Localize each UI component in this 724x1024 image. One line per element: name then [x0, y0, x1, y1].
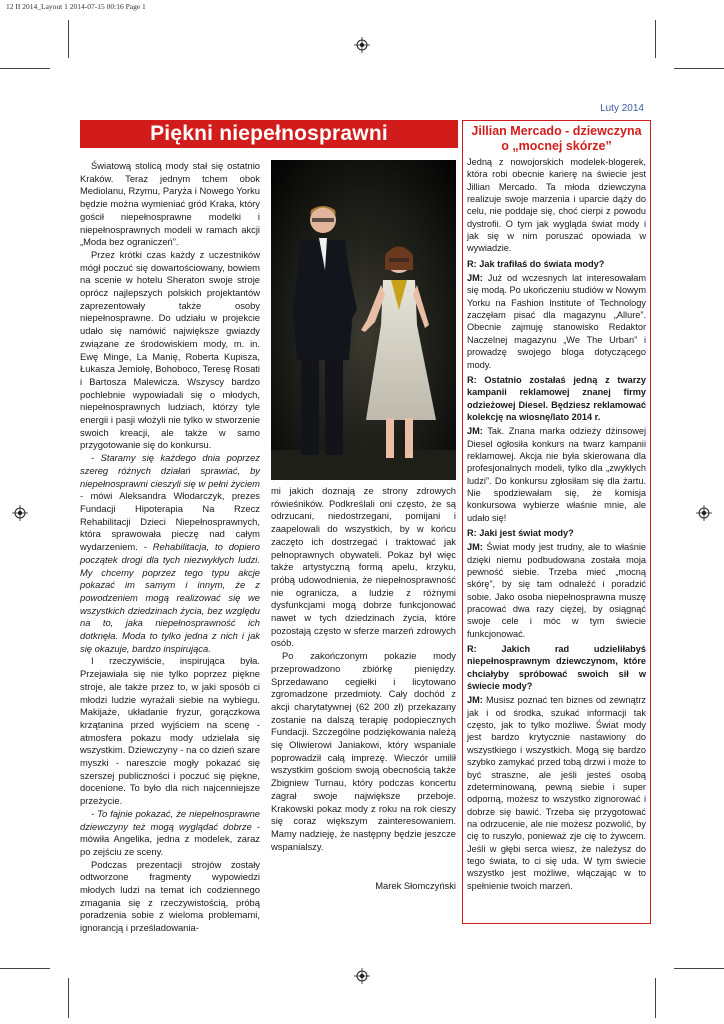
interview-question: R: Jak trafiłaś do świata mody? — [467, 258, 605, 269]
registration-mark-icon — [12, 505, 28, 521]
article-title-banner — [80, 120, 458, 148]
paragraph: Przez krótki czas każdy z uczestników mógł poczuć się dowartościowany, bowiem na scenie w hotelu Sheraton swoje stroje oprócz najlepszych polskich projektantów zaprezentowały także osoby niepełnosprawne. Do udziału w projekcie udało się namówić największe gwiazdy związane ze środowiskiem mody, m. in. Ewę Minge, La Manię, Roberta Kupisza, Łukasza Jemiołę, Bohoboco, Teresę Rosati i Bartosza Malewicza. Wszyscy bardzo pochlebnie wypowiadali się o młodych, niepełnosprawnych ludziach, którzy tyle energii i pasji włożyli nie tylko w stworzenie swoich kreacji, ale także w samo przygotowanie się do konkursu. — [80, 248, 260, 451]
sidebar-body — [463, 156, 650, 892]
print-slug: 12 II 2014_Layout 1 2014-07-15 00:16 Page 1 — [6, 2, 146, 11]
crop-mark — [655, 20, 656, 58]
crop-mark — [68, 978, 69, 1018]
registration-mark-icon — [354, 968, 370, 984]
interview-answer: JM: Tak. Znana marka odzieży dżinsowej Diesel ogłosiła konkurs na twarz kampanii reklamowej. Akcja nie była skierowana dla profesjonalnych modeli, tylko dla „zwykłych ludzi”. Do konkursu zgłosiłam się dla żartu. Nie spodziewałam się, że komisja konkursowa wybierze właśnie mnie, ale udało się! — [467, 426, 646, 523]
runway-photo — [271, 160, 456, 480]
crop-mark — [674, 68, 724, 69]
paragraph: - To fajnie pokazać, że niepełnosprawne dziewczyny też mogą wyglądać dobrze - mówiła Angelika, jedna z modelek, zaraz po zejściu ze sceny. — [80, 807, 260, 857]
interview-question: R: Jaki jest świat mody? — [467, 527, 574, 538]
article-column-1 — [80, 160, 260, 935]
paragraph: I rzeczywiście, inspirująca była. Przejawiała się nie tylko poprzez piękne stroje, ale także przez to, w jaki sposób ci młodzi ludzie wyrażali siebie na wybiegu. Makijaże, układanie fryzur, gorączkowa krzątanina przed wyjściem na scenę - atmosfera pokazu mody udzielała się wszystkim. Dziewczyny - na co dzień szare myszki - nareszcie mogły pokazać się szerszej publiczności i poczuć się piękne, docenione. To było dla nich najcenniejsze przeżycie. — [80, 655, 260, 807]
crop-mark — [0, 68, 50, 69]
paragraph: Po zakończonym pokazie mody przeprowadzono zbiórkę pieniędzy. Sprzedawano cegiełki i licytowano zgromadzone przedmioty. Cały dochód z akcji charytatywnej (62 200 zł) przekazany zostanie na dalszą terapię podopiecznych Fundacji. Szczególne podziękowania należą się Oliwierowi Janiakowi, który wspaniale poprowadził całą imprezę. Wieczór umilił wszystkim gościom swoją obecnością także Zbigniew Turnau, który podczas koncertu zagrał swoje największe przeboje. Krakowski pokaz mody z roku na rok cieszy się coraz większym zainteresowaniem. Mamy nadzieję, że następny będzie jeszcze wspanialszy. — [271, 650, 456, 852]
article-column-2 — [271, 485, 456, 853]
paragraph: Podczas prezentacji strojów zostały odtworzone fragmenty wypowiedzi młodych ludzi na temat ich codziennego zmagania się z rzeczywistością, próbą poradzenia sobie z wieloma problemami, ignorancją i prześladowania- — [80, 858, 260, 934]
paragraph: - Staramy się każdego dnia poprzez szereg różnych działań sprawiać, by niepełnosprawni cieszyli się w pełni życiem - mówi Aleksandra Włodarczyk, prezes Fundacji Hipoterapia Na Rzecz Rehabilitacji Dzieci Niepełnosprawnych, która sprawowała pieczę nad całym wydarzeniem. - Rehabilitacja, to dopiero początek drogi dla tych niezwykłych ludzi. My chcemy poprzez tego typu akcje pokazać im samym i innym, że z powodzeniem mogą realizować się we wszystkich dziedzinach życia, bez względu na to, jaka niepełnosprawność ich dotknęła. Moda to tylko jedna z nich i jak się okazuje, bardzo inspirująca. — [80, 452, 260, 654]
crop-mark — [655, 978, 656, 1018]
sidebar-title: Jillian Mercado - dziewczyna o „mocnej skórze” — [471, 124, 642, 153]
article-title: Piękni niepełnosprawni — [150, 122, 388, 145]
registration-mark-icon — [696, 505, 712, 521]
registration-mark-icon — [354, 37, 370, 53]
issue-date: Luty 2014 — [600, 103, 644, 114]
interview-answer: JM: Musisz poznać ten biznes od zewnątrz jak i od środka, szukać informacji tak często, jak to tylko możliwe. Świat mody jest bardzo krytycznie nastawiony do wszystkiego i wszystkich. Mogą się bardzo szybko zamykać przed tobą drzwi i może to być straszne, ale jeśli jesteś osobą zdeterminowaną, pewną siebie i super odporną, możesz to wszystko zignorować i dobrze się bawić. Trzeba się przygotować na odrzucenie, ale nie możesz pozwolić, by cię to ruszyło, ponieważ zje cię to żywcem. Jeśli w głębi serca wiesz, że należysz do tego świata, to ci się uda. W tym świecie wszystko jest możliwe, włączając w to spełnienie twoich marzeń. — [467, 695, 646, 891]
crop-mark — [68, 20, 69, 58]
crop-mark — [0, 968, 50, 969]
paragraph: Światową stolicą mody stał się ostatnio Kraków. Teraz jednym tchem obok Mediolanu, Rzymu, Paryża i Nowego Yorku będzie można wymieniać gród Kraka, który gościł niepełnosprawne modelki i niepełnosprawnych modeli w ramach akcji „Moda bez ograniczeń”. — [80, 160, 260, 248]
crop-mark — [674, 968, 724, 969]
paragraph: mi jakich doznają ze strony zdrowych rówieśników. Podkreślali oni często, że są odrzucani, niedostrzegani, pomijani i zaapelowali do wszystkich, by w końcu zaczęto ich dostrzegać i traktować jak pełnoprawnych obywateli. Pokaz był więc także artystyczną formą apelu, krzyku, próbą udowodnienia, że niepełnosprawność nie ogranicza, a ludzie z różnymi dysfunkcjami mogą dobrze funkcjonować nawet w tych dziedzinach życia, które pozostają często w sferze marzeń zdrowych osób. — [271, 485, 456, 649]
interview-sidebar — [462, 120, 651, 924]
interview-question: R: Jakich rad udzieliłabyś niepełnosprawnym dziewczynom, które chciałyby spróbować swoich sił w świecie mody? — [467, 644, 646, 692]
interview-answer: JM: Świat mody jest trudny, ale to właśnie dzięki niemu podbudowana została moja pewność siebie. Trzeba mieć „mocną skórę”, by się tam odnaleźć i poradzić sobie. Jako osoba niepełnosprawna muszę pracować dwa razy ciężej, by osiągnąć swoje cele i móc w tym świecie funkcjonować. — [467, 542, 646, 639]
interview-question: R: Ostatnio zostałaś jedną z twarzy kampanii reklamowej znanej firmy odzieżowej Diesel. Będziesz reklamować kolekcję na wiosnę/lato 2014 r. — [467, 374, 646, 422]
author-signature: Marek Słomczyński — [375, 880, 456, 891]
sidebar-intro: Jedną z nowojorskich modelek-blogerek, która robi obecnie karierę na świecie jest Jillian Mercado. Ta młoda dziewczyna realizuje swoje marzenia i uparcie dąży do celu, nie poddaje się, choć cierpi z powodu dystrofii. O tym jak wygląda świat mody i jak się w nim poruszać opowiada w wywiadzie. — [467, 157, 646, 254]
interview-answer: JM: Już od wczesnych lat interesowałam się modą. Po ukończeniu studiów w Nowym Yorku na Fashion Institute of Technology zaczęłam pisać dla magazynu „Allure”. Obecnie zajmuję stanowisko Redaktor Naczelnej magazynu „We The Urban” i prowadzę swojego bloga dotyczącego mody. — [467, 273, 646, 370]
